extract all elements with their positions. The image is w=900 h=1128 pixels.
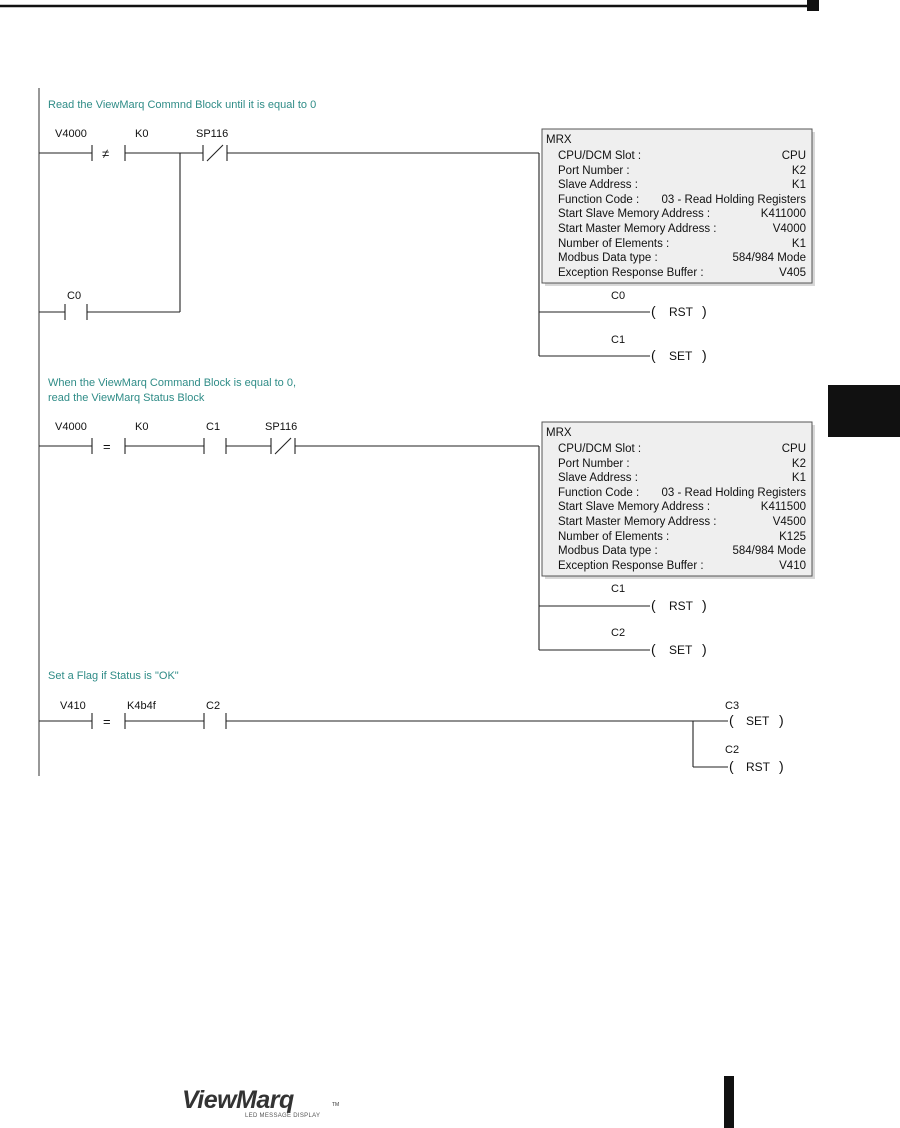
coil-operation: RST bbox=[669, 305, 693, 319]
svg-text:(: ( bbox=[651, 347, 656, 363]
rung-1 bbox=[39, 99, 815, 363]
logo-subtitle: LED MESSAGE DISPLAY bbox=[245, 1113, 321, 1119]
mrx-row-label: Start Master Memory Address : bbox=[558, 223, 717, 235]
rung3-comment: Set a Flag if Status is "OK" bbox=[48, 670, 179, 682]
svg-text:(: ( bbox=[651, 303, 656, 319]
svg-text:(: ( bbox=[651, 641, 656, 657]
mrx-title: MRX bbox=[546, 427, 572, 439]
mrx-row-value: 584/984 Mode bbox=[732, 252, 806, 264]
not-equal-symbol: ≠ bbox=[102, 146, 110, 161]
mrx-row-value: 03 - Read Holding Registers bbox=[661, 194, 806, 206]
coil-operation: RST bbox=[669, 599, 693, 613]
mrx-row-label: Slave Address : bbox=[558, 472, 638, 484]
mrx-row-value: K411000 bbox=[760, 208, 806, 220]
mrx-row-label: Function Code : bbox=[558, 194, 640, 206]
mrx-row-value: K1 bbox=[791, 179, 806, 191]
mrx-row-label: Modbus Data type : bbox=[558, 252, 658, 264]
mrx-row-label: Port Number : bbox=[558, 458, 630, 470]
coil-address: C0 bbox=[611, 290, 626, 302]
mrx-row-label: CPU/DCM Slot : bbox=[558, 443, 642, 455]
logo-wordmark: ViewMarq bbox=[182, 1086, 294, 1114]
contact-label: K0 bbox=[135, 128, 149, 140]
contact-label: C0 bbox=[67, 290, 82, 302]
normally-open-contact[interactable] bbox=[65, 304, 87, 320]
mrx-row-label: Exception Response Buffer : bbox=[558, 560, 704, 572]
svg-text:(: ( bbox=[651, 597, 656, 613]
mrx-row-label: Port Number : bbox=[558, 165, 630, 177]
mrx-row-label: Start Slave Memory Address : bbox=[558, 501, 711, 513]
compare-contact-equal[interactable] bbox=[92, 713, 125, 729]
coil-address: C3 bbox=[725, 700, 740, 712]
mrx-row-label: CPU/DCM Slot : bbox=[558, 150, 642, 162]
svg-text:(: ( bbox=[729, 758, 734, 774]
coil-address: C2 bbox=[611, 627, 626, 639]
mrx-row-value: CPU bbox=[781, 443, 806, 455]
contact-label: K0 bbox=[135, 421, 149, 433]
svg-text:): ) bbox=[702, 347, 707, 363]
coil-operation: RST bbox=[746, 760, 770, 774]
normally-open-contact[interactable] bbox=[204, 713, 226, 729]
coil-address: C1 bbox=[611, 583, 626, 595]
coil-address: C1 bbox=[611, 334, 626, 346]
equal-symbol: = bbox=[103, 439, 111, 454]
svg-text:): ) bbox=[702, 641, 707, 657]
compare-contact-equal[interactable] bbox=[92, 438, 125, 454]
contact-label: K4b4f bbox=[127, 700, 156, 712]
contact-label: V410 bbox=[60, 700, 86, 712]
svg-text:): ) bbox=[702, 303, 707, 319]
coil[interactable] bbox=[651, 597, 707, 613]
mrx-row-value: K1 bbox=[791, 472, 806, 484]
chapter-tab bbox=[828, 385, 900, 437]
mrx-row-value: K125 bbox=[779, 531, 806, 543]
mrx-row-value: K411500 bbox=[760, 501, 806, 513]
mrx-row-label: Function Code : bbox=[558, 487, 640, 499]
rung-3 bbox=[39, 670, 784, 774]
contact-label: SP116 bbox=[265, 421, 298, 433]
rung2-comment: When the ViewMarq Command Block is equal to 0, bbox=[48, 377, 297, 389]
coil-address: C2 bbox=[725, 744, 740, 756]
header-rule bbox=[0, 0, 819, 11]
coil[interactable] bbox=[651, 303, 707, 319]
logo-trademark: TM bbox=[332, 1102, 340, 1108]
mrx-row-value: V405 bbox=[779, 267, 806, 279]
mrx-row-value: 584/984 Mode bbox=[732, 545, 806, 557]
mrx-row-value: V4000 bbox=[772, 223, 806, 235]
mrx-row-value: K2 bbox=[791, 165, 806, 177]
mrx-row-label: Exception Response Buffer : bbox=[558, 267, 704, 279]
coil[interactable] bbox=[651, 641, 707, 657]
viewmarq-logo bbox=[182, 1086, 339, 1119]
mrx-row-label: Start Master Memory Address : bbox=[558, 516, 717, 528]
coil-operation: SET bbox=[669, 349, 693, 363]
coil[interactable] bbox=[729, 712, 784, 728]
equal-symbol: = bbox=[103, 714, 111, 729]
rung2-comment: read the ViewMarq Status Block bbox=[48, 392, 205, 404]
rung1-comment: Read the ViewMarq Commnd Block until it is equal to 0 bbox=[48, 99, 317, 111]
normally-open-contact[interactable] bbox=[204, 438, 226, 454]
mrx-instruction-box[interactable] bbox=[542, 129, 815, 286]
contact-label: V4000 bbox=[55, 421, 87, 433]
coil[interactable] bbox=[729, 758, 784, 774]
svg-text:): ) bbox=[702, 597, 707, 613]
mrx-row-value: 03 - Read Holding Registers bbox=[661, 487, 806, 499]
contact-label: C1 bbox=[206, 421, 221, 433]
coil[interactable] bbox=[651, 347, 707, 363]
mrx-row-label: Number of Elements : bbox=[558, 531, 670, 543]
compare-contact-not-equal[interactable] bbox=[92, 145, 125, 161]
coil-operation: SET bbox=[669, 643, 693, 657]
contact-label: V4000 bbox=[55, 128, 87, 140]
coil-operation: SET bbox=[746, 714, 770, 728]
mrx-row-value: CPU bbox=[781, 150, 806, 162]
contact-label: SP116 bbox=[196, 128, 229, 140]
footer-bar bbox=[724, 1076, 734, 1128]
svg-text:): ) bbox=[779, 712, 784, 728]
svg-text:(: ( bbox=[729, 712, 734, 728]
rung-2 bbox=[39, 377, 815, 657]
normally-closed-contact[interactable] bbox=[203, 145, 227, 161]
mrx-row-label: Start Slave Memory Address : bbox=[558, 208, 711, 220]
mrx-row-value: K1 bbox=[791, 238, 806, 250]
svg-text:): ) bbox=[779, 758, 784, 774]
mrx-row-value: V410 bbox=[779, 560, 806, 572]
mrx-row-label: Number of Elements : bbox=[558, 238, 670, 250]
mrx-row-value: K2 bbox=[791, 458, 806, 470]
mrx-row-label: Modbus Data type : bbox=[558, 545, 658, 557]
mrx-row-value: V4500 bbox=[772, 516, 806, 528]
mrx-title: MRX bbox=[546, 134, 572, 146]
mrx-row-label: Slave Address : bbox=[558, 179, 638, 191]
mrx-instruction-box[interactable] bbox=[542, 422, 815, 579]
normally-closed-contact[interactable] bbox=[271, 438, 295, 454]
contact-label: C2 bbox=[206, 700, 221, 712]
